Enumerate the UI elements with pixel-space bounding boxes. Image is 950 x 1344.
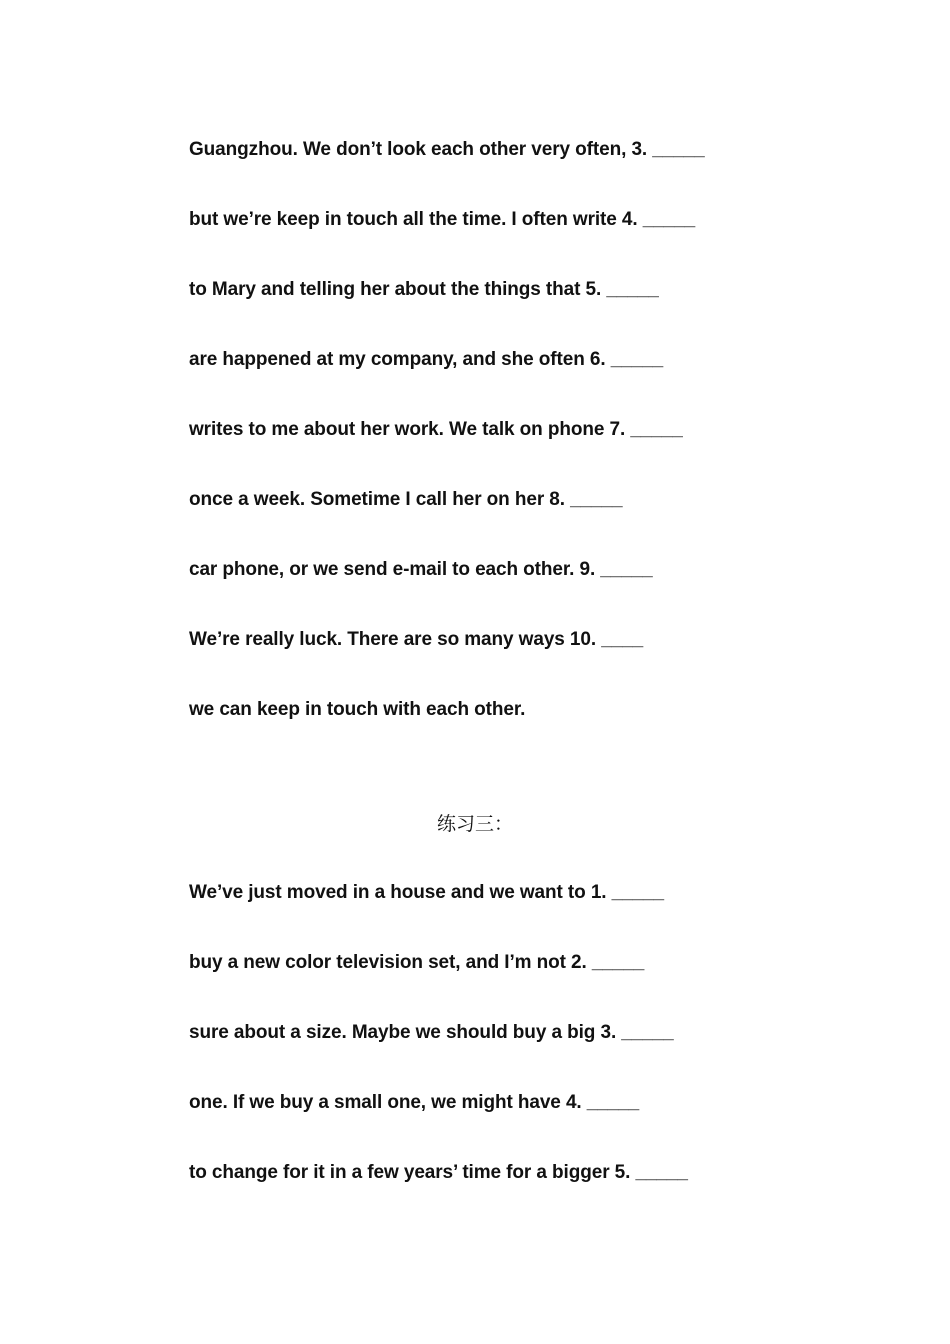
exercise-3-line-4: one. If we buy a small one, we might have 4. _____ — [189, 1092, 640, 1113]
passage-line-1: Guangzhou. We don’t look each other very often, 3. _____ — [189, 139, 705, 160]
exercise-3-line-1: We’ve just moved in a house and we want to 1. _____ — [189, 882, 664, 903]
passage-line-9: we can keep in touch with each other. — [189, 699, 526, 720]
exercise-3-line-5: to change for it in a few years’ time for a bigger 5. _____ — [189, 1162, 688, 1183]
passage-line-4: are happened at my company, and she often 6. _____ — [189, 349, 664, 370]
exercise-3-heading: 练习三： — [436, 813, 513, 835]
passage-line-5: writes to me about her work. We talk on phone 7. _____ — [189, 419, 683, 440]
exercise-3-line-2: buy a new color television set, and I’m not 2. _____ — [189, 952, 645, 973]
passage-line-8: We’re really luck. There are so many ways 10. ____ — [189, 629, 644, 650]
passage-line-7: car phone, or we send e-mail to each other. 9. _____ — [189, 559, 653, 580]
passage-line-2: but we’re keep in touch all the time. I often write 4. _____ — [189, 209, 696, 230]
passage-line-3: to Mary and telling her about the things that 5. _____ — [189, 279, 659, 300]
passage-line-6: once a week. Sometime I call her on her 8. _____ — [189, 489, 623, 510]
exercise-3-line-3: sure about a size. Maybe we should buy a big 3. _____ — [189, 1022, 674, 1043]
